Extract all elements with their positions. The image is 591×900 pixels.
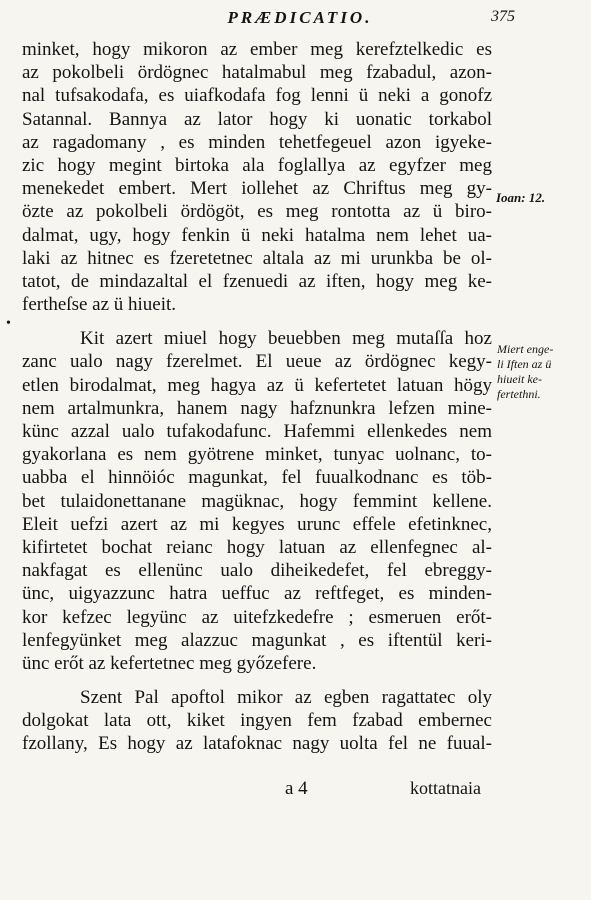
text-line: künc azzal ualo tufakodafunc. Hafemmi ellenkedes nem <box>22 421 492 442</box>
margin-note-miert <box>497 342 589 402</box>
paragraph-2 <box>22 327 492 675</box>
page-footer <box>0 778 591 808</box>
text-line: az pokolbeli ördögnec hatalmabul meg fzabadul, azon- <box>22 62 492 84</box>
text-line: Satannal. Bannya az lator hogy ki uonatic torkabol <box>22 108 492 130</box>
running-title: PRÆDICATIO. <box>227 8 373 27</box>
text-line: Eleit uefzi azert az mi kegyes urunc effele efetinknec, <box>22 513 492 535</box>
text-line: dalmat, ugy, hogy fenkin ü neki hatalma nem lehet ua- <box>22 224 492 246</box>
page-header <box>0 4 591 34</box>
text-line: etlen birodalmat, meg hagya az ü kefertetet latuan högy <box>22 374 492 396</box>
margin-note-ioan: Ioan: 12. <box>496 190 546 205</box>
text-line: gyakorlana es nem gyötrene minket, tunyac uolnanc, to- <box>22 444 492 466</box>
margin-dot-mark: • <box>6 316 11 331</box>
paragraph-1 <box>22 38 492 316</box>
text-line: tatot, de mindazaltal el fzenuedi az iften, hogy meg ke- <box>22 270 492 292</box>
margin-note-line: hiueit ke- <box>497 372 542 386</box>
text-line: dolgokat lata ott, kiket ingyen fem fzabad embernec <box>22 710 492 732</box>
margin-note-line: Miert enge- <box>497 342 554 356</box>
text-line: zanc ualo nagy fzerelmet. El ueue az ördögnec kegy- <box>22 351 492 373</box>
text-line: zic hogy megint birtoka ala foglallya az egyfzer meg <box>22 154 492 176</box>
text-line: kor kefzec legyünc az uitefzkedefre ; esmeruen erőt- <box>22 606 492 628</box>
text-line: lenfegyünket meg alazzuc magunkat , es iftentül keri- <box>22 629 492 651</box>
text-line: laki az hitnec es fzeretetnec altala az mi urunkba be ol- <box>22 247 492 269</box>
margin-note-line: fertethni. <box>497 387 541 401</box>
body-text <box>22 38 492 756</box>
text-line: ünc erőt az kefertetnec meg győzefere. <box>22 652 317 674</box>
text-line: nem artalmunkra, hanem nagy hafznunkra lefzen mine- <box>22 397 492 419</box>
text-line: ünc, uigyazzunc hatra ueffuc az reftfeget, es minden- <box>22 583 492 605</box>
catchword: kottatnaia <box>410 778 481 798</box>
text-line: Kit azert miuel hogy beuebben meg mutaſſa hoz <box>80 328 492 350</box>
text-line: fzollany, Es hogy az latafoknac nagy uolta fel ne fuual- <box>22 733 492 755</box>
text-line: menekedet embert. Mert iollehet az Chriftus meg gy- <box>22 178 492 200</box>
text-line: kifirtetet bochat reianc hogy latuan az ellenfegnec al- <box>22 536 492 558</box>
text-line: fertheſse az ü hiueit. <box>22 294 177 316</box>
paragraph-gap <box>22 675 492 686</box>
text-line: uabba el hinnöióc magunkat, fel fuualkodnanc es töb- <box>22 467 492 489</box>
signature-mark: a 4 <box>285 778 308 799</box>
text-line: az ragadomany , es minden tehetfegeuel azon igyeke- <box>22 131 492 153</box>
text-line: bet tulaidonettanane magüknac, hogy femmint kellene. <box>22 490 492 512</box>
margin-note-line: li Iften az ü <box>497 357 552 371</box>
text-line: minket, hogy mikoron az ember meg kerefztelkedic es <box>22 39 492 60</box>
text-line: özte az pokolbeli ördögöt, es meg rontotta az ü biro- <box>22 201 492 223</box>
text-line: nal tufsakodafa, es uiafkodafa fog lenni ü neki a gonofz <box>22 85 492 107</box>
page-number: 375 <box>491 8 515 25</box>
paragraph-3 <box>22 686 492 756</box>
text-line: nakfagat es ellenünc ualo diheikedefet, fel ebreggy- <box>22 560 492 582</box>
text-line: Szent Pal apoftol mikor az egben ragattatec oly <box>80 687 492 709</box>
paragraph-gap <box>22 316 492 327</box>
